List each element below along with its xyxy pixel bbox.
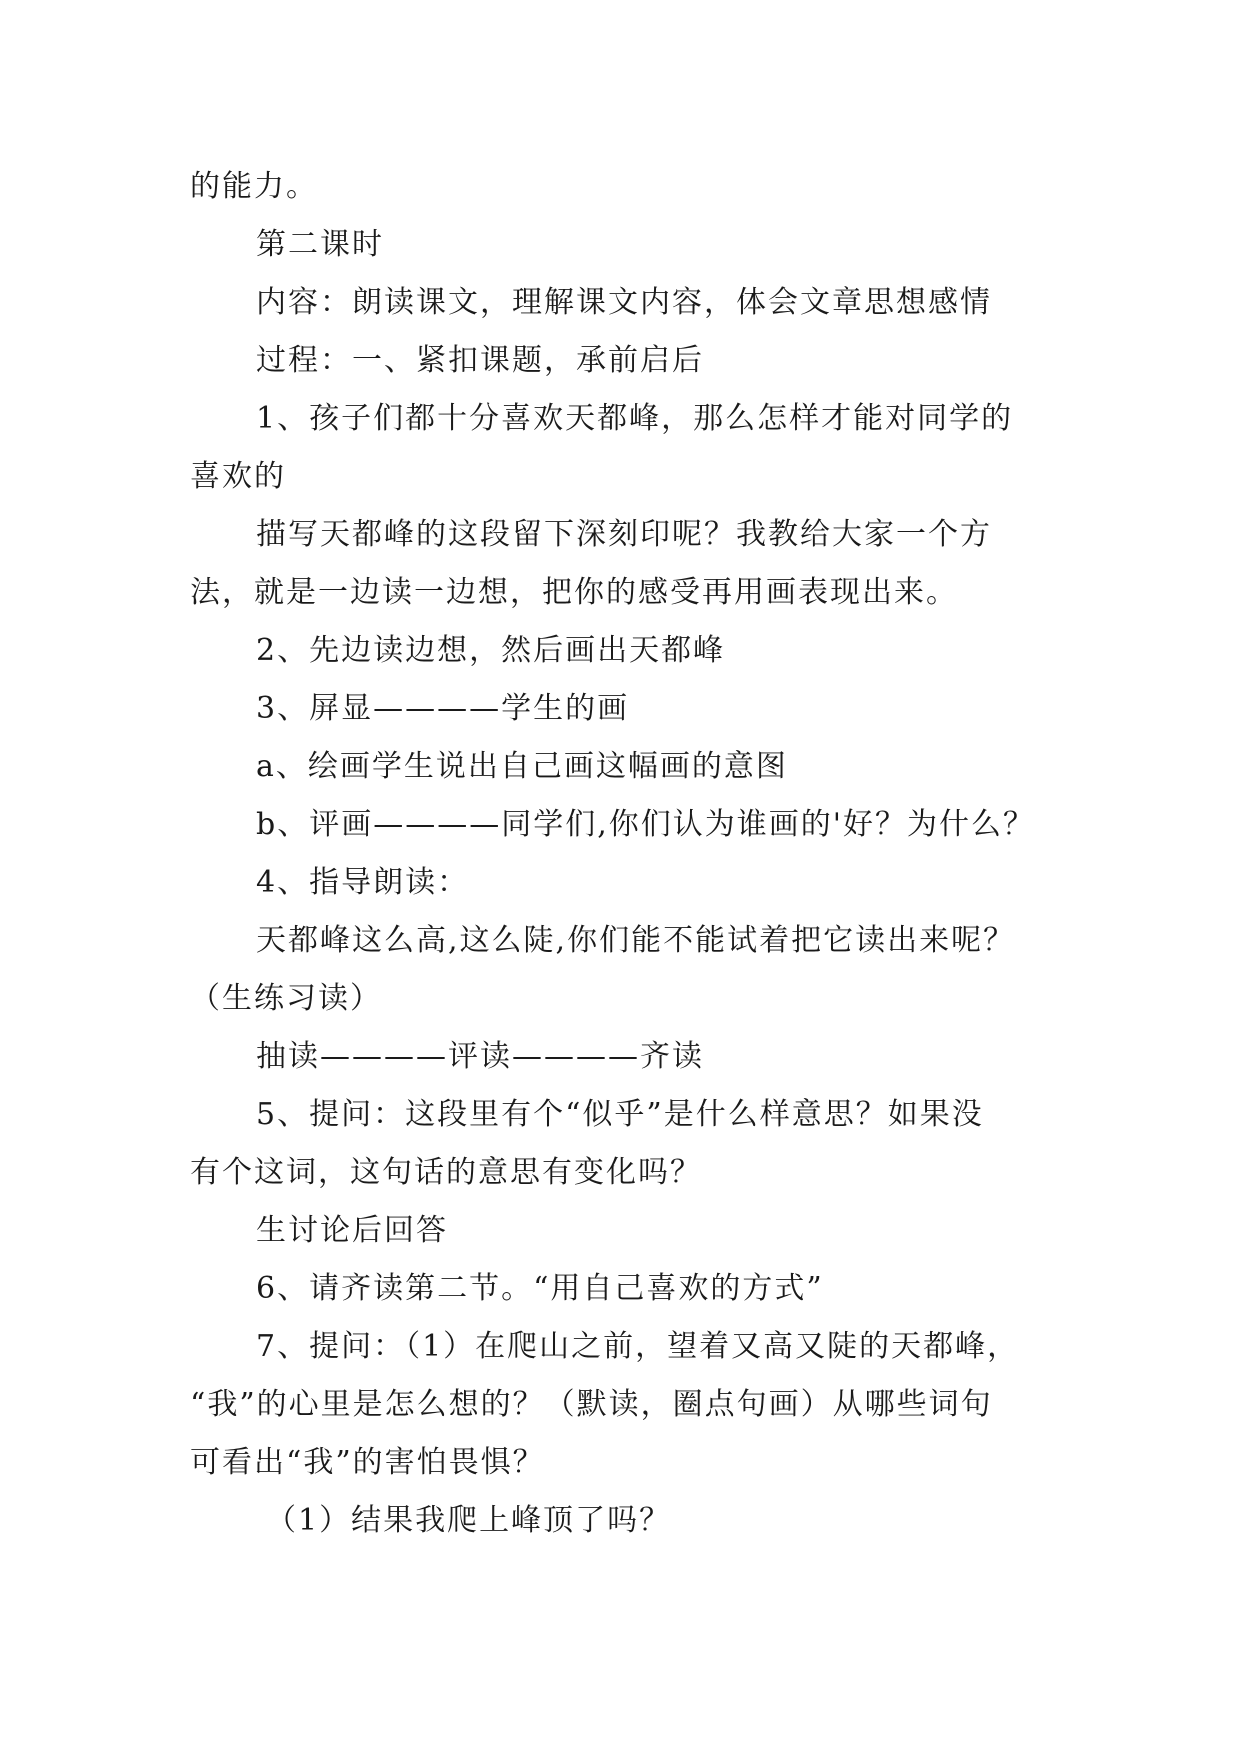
text-line: 抽读————评读————齐读 [256,1039,704,1074]
text-line: 内容：朗读课文，理解课文内容，体会文章思想感情 [256,285,992,320]
text-line: 有个这词，这句话的意思有变化吗？ [190,1155,702,1190]
text-line: 2、先边读边想，然后画出天都峰 [256,633,726,668]
text-line: 的能力。 [190,169,318,204]
text-line: 5、提问：这段里有个“似乎”是什么样意思？如果没 [256,1097,984,1132]
text-line: 天都峰这么高,这么陡,你们能不能试着把它读出来呢？ [256,923,1016,958]
text-line: 可看出“我”的害怕畏惧？ [190,1445,545,1480]
text-line: （1）结果我爬上峰顶了吗？ [266,1503,672,1538]
text-line: “我”的心里是怎么想的？（默读，圈点句画）从哪些词句 [190,1387,993,1422]
text-line: 生讨论后回答 [256,1213,448,1248]
document-body [190,158,1060,1550]
text-line: 描写天都峰的这段留下深刻印呢？我教给大家一个方 [256,517,992,552]
text-line: 过程：一、紧扣课题，承前启后 [256,343,704,378]
text-line: （生练习读） [190,981,382,1016]
section-heading: 第二课时 [256,227,384,262]
text-line: 7、提问：（1）在爬山之前，望着又高又陡的天都峰， [256,1329,1020,1364]
text-line: 4、指导朗读： [256,865,470,900]
text-line: 1、孩子们都十分喜欢天都峰，那么怎样才能对同学的 [256,401,1014,436]
text-line: 3、屏显————学生的画 [256,691,630,726]
text-line: 6、请齐读第二节。“用自己喜欢的方式” [256,1271,824,1306]
text-line: 法，就是一边读一边想，把你的感受再用画表现出来。 [190,575,958,610]
text-line: a、绘画学生说出自己画这幅画的意图 [256,749,788,784]
text-line: b、评画————同学们,你们认为谁画的'好？为什么？ [256,807,1035,842]
text-line: 喜欢的 [190,459,286,494]
